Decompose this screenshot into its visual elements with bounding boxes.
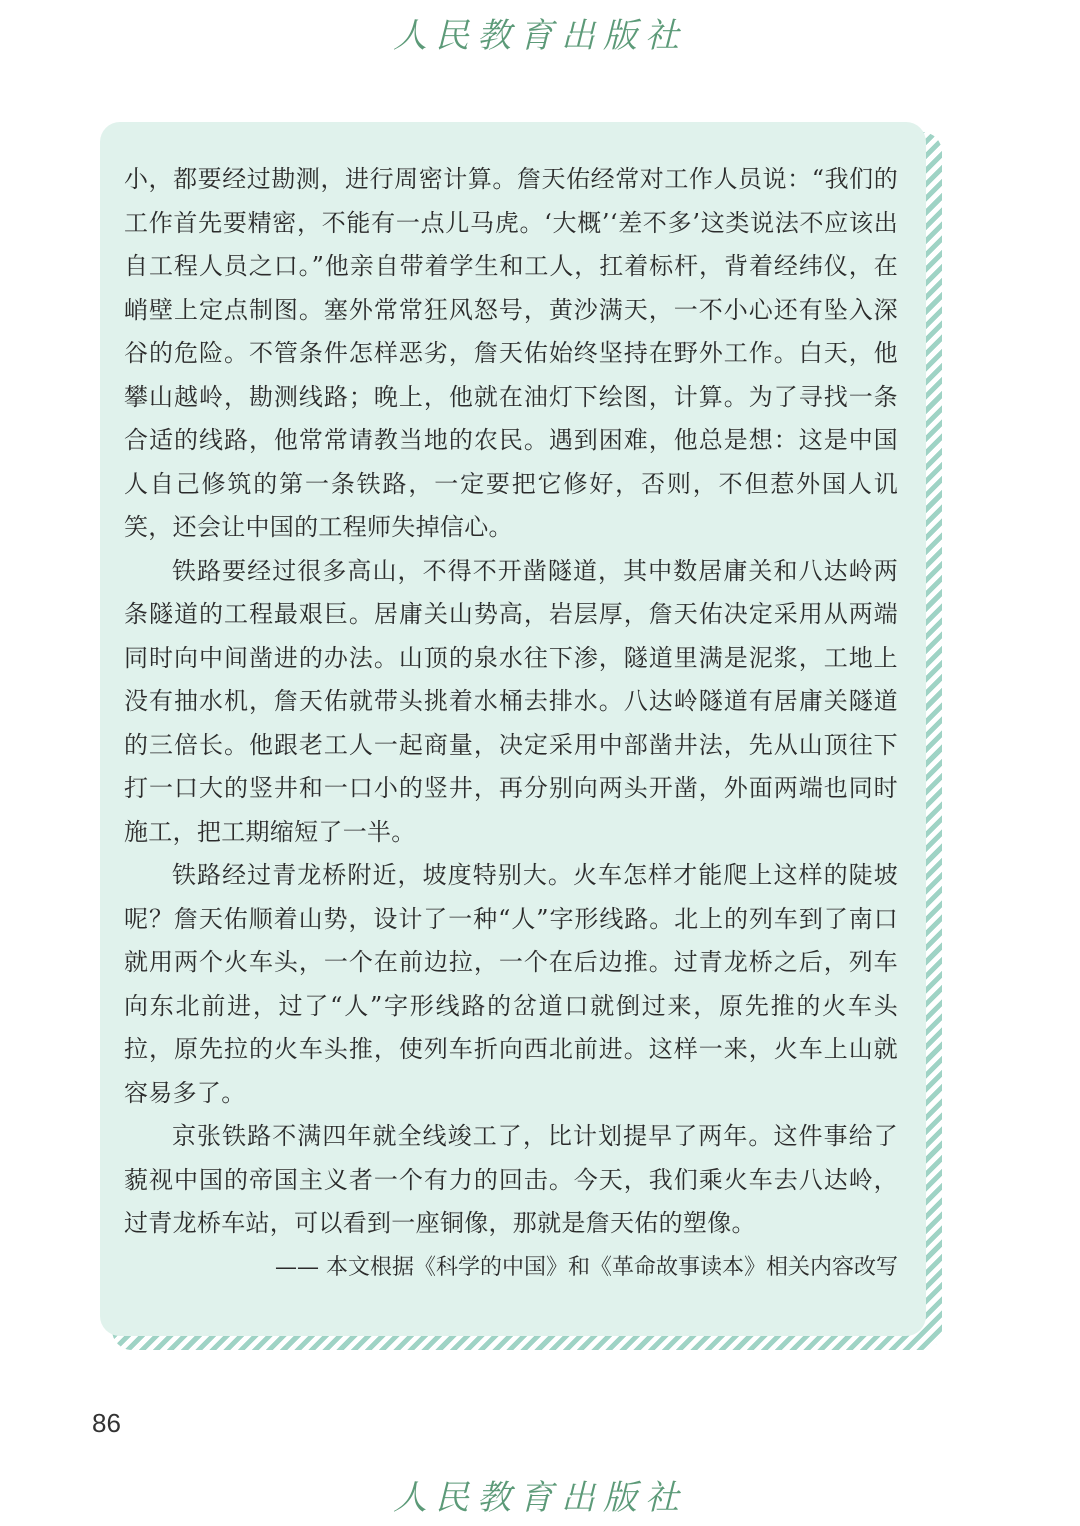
publisher-logo-bottom: 人民教育出版社 xyxy=(393,1478,687,1518)
source-attribution: —— 本文根据《科学的中国》和《革命故事读本》相关内容改写 xyxy=(275,1254,898,1280)
text-panel xyxy=(100,122,926,1336)
paragraph-2: 铁路要经过很多高山，不得不开凿隧道，其中数居庸关和八达岭两条隧道的工程最艰巨。居庸关山势高，岩层厚，詹天佑决定采用从两端同时向中间凿进的办法。山顶的泉水往下渗，隧道里满是泥浆，工地上没有抽水机，詹天佑就带头挑着水桶去排水。八达岭隧道有居庸关隧道的三倍长。他跟老工人一起商量，决定采用中部凿井法，先从山顶往下打一口大的竖井和一口小的竖井，再分别向两头开凿，外面两端也同时施工，把工期缩短了一半。 xyxy=(124,556,898,846)
publisher-logo-top: 人民教育出版社 xyxy=(393,16,687,56)
page-number: 86 xyxy=(92,1408,121,1438)
paragraph-3: 铁路经过青龙桥附近，坡度特别大。火车怎样才能爬上这样的陡坡呢？詹天佑顺着山势，设计了一种“人”字形线路。北上的列车到了南口就用两个火车头，一个在前边拉，一个在后边推。过青龙桥之后，列车向东北前进，过了“人”字形线路的岔道口就倒过来，原先推的火车头拉，原先拉的火车头推，使列车折向西北前进。这样一来，火车上山就容易多了。 xyxy=(124,861,898,1107)
paragraph-1: 小，都要经过勘测，进行周密计算。詹天佑经常对工作人员说：“我们的工作首先要精密，不能有一点儿马虎。‘大概’‘差不多’这类说法不应该出自工程人员之口。”他亲自带着学生和工人，扛着标杆，背着经纬仪，在峭壁上定点制图。塞外常常狂风怒号，黄沙满天，一不小心还有坠入深谷的危险。不管条件怎样恶劣，詹天佑始终坚持在野外工作。白天，他攀山越岭，勘测线路；晚上，他就在油灯下绘图，计算。为了寻找一条合适的线路，他常常请教当地的农民。遇到困难，他总是想：这是中国人自己修筑的第一条铁路，一定要把它修好，否则，不但惹外国人讥笑，还会让中国的工程师失掉信心。 xyxy=(124,165,898,541)
paragraph-4: 京张铁路不满四年就全线竣工了，比计划提早了两年。这件事给了藐视中国的帝国主义者一个有力的回击。今天，我们乘火车去八达岭，过青龙桥车站，可以看到一座铜像，那就是詹天佑的塑像。 xyxy=(124,1122,898,1237)
